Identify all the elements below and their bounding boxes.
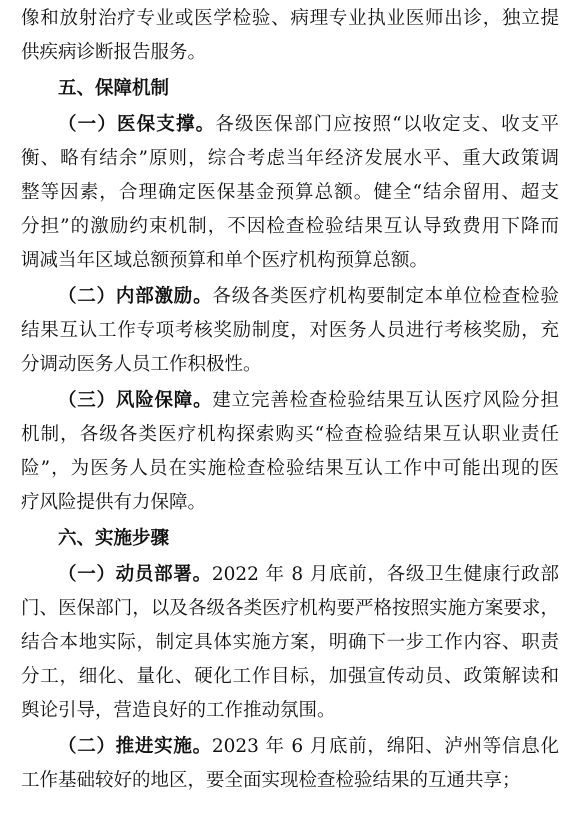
paragraph-first-line: [58, 560, 559, 590]
text-line: 像和放射治疗专业或医学检验、病理专业执业医师出诊，独立提: [21, 8, 559, 29]
text-line: 分工，细化、量化、硬化工作目标，加强宣传动员、政策解读和: [21, 666, 559, 687]
section-heading: 六、实施步骤: [58, 528, 170, 549]
paragraph-lead: （一）医保支撑。: [58, 114, 216, 135]
text-line: 疗风险提供有力保障。: [21, 492, 207, 513]
text-line-rest: 建立完善检查检验结果互认医疗风险分担: [212, 390, 559, 411]
text-line-rest: 2023 年 6 月底前，绵阳、泸州等信息化: [211, 736, 559, 757]
text-line: 调减当年区域总额预算和单个医疗机构预算总额。: [21, 250, 429, 271]
text-line: 工作基础较好的地区，要全面实现检查检验结果的互通共享；: [21, 770, 521, 791]
paragraph-first-line: [58, 386, 559, 416]
text-line-rest: 各级医保部门应按照“以收定支、收支平: [215, 114, 559, 135]
text-line: 分调动医务人员工作积极性。: [21, 354, 262, 375]
paragraph-first-line: [58, 110, 559, 140]
paragraph-lead: （二）内部激励。: [58, 286, 213, 307]
text-line: 供疾病诊断报告服务。: [21, 42, 207, 63]
text-line-rest: 各级各类医疗机构要制定本单位检查检验: [212, 286, 559, 307]
paragraph-lead: （一）动员部署。: [58, 564, 212, 585]
text-line: 结果互认工作专项考核奖励制度，对医务人员进行考核奖励，充: [21, 320, 559, 341]
text-line: 整等因素，合理确定医保基金预算总额。健全“结余留用、超支: [21, 182, 559, 203]
text-line: 分担”的激励约束机制，不因检查检验结果互认导致费用下降而: [21, 216, 559, 237]
paragraph-lead: （二）推进实施。: [58, 736, 212, 757]
text-line: 舆论引导，营造良好的工作推动氛围。: [21, 700, 336, 721]
paragraph-first-line: [58, 282, 559, 312]
section-heading: 五、保障机制: [58, 78, 170, 99]
text-line: 险”，为医务人员在实施检查检验结果互认工作中可能出现的医: [21, 458, 559, 479]
paragraph-first-line: [58, 732, 559, 762]
text-line: 衡、略有结余”原则，综合考虑当年经济发展水平、重大政策调: [21, 148, 559, 169]
text-line: 机制，各级各类医疗机构探索购买“检查检验结果互认职业责任: [21, 424, 559, 445]
text-line: 门、医保部门，以及各级各类医疗机构要严格按照实施方案要求，: [21, 598, 559, 619]
paragraph-lead: （三）风险保障。: [58, 390, 213, 411]
text-line: 结合本地实际，制定具体实施方案，明确下一步工作内容、职责: [21, 632, 559, 653]
text-line-rest: 2022 年 8 月底前，各级卫生健康行政部: [211, 564, 559, 585]
